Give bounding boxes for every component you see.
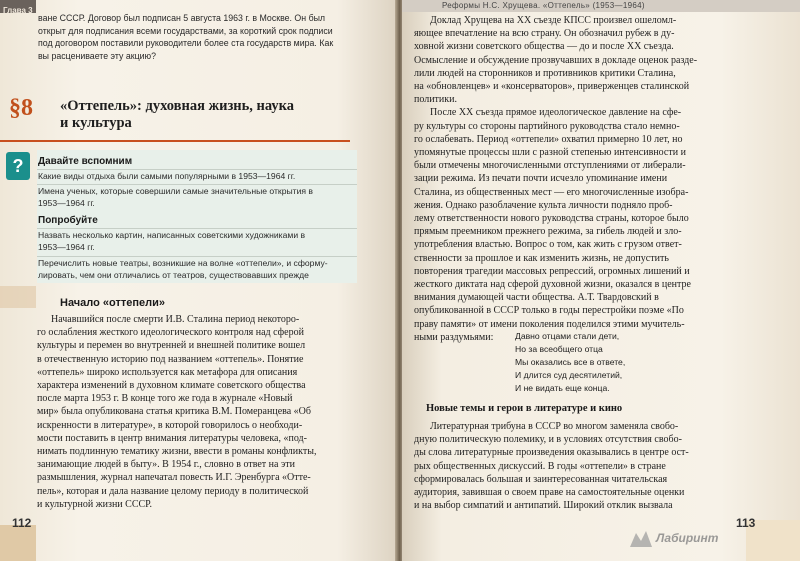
text-line: лему ответственности нового руководства страны, которое было	[414, 213, 689, 225]
text-line: и на выбор симпатий и антипатий. Широкий отклик вызвала	[414, 500, 673, 512]
text-line: политики.	[414, 94, 457, 106]
recall-item: Имена ученых, которые совершили самые значительные открытия в	[38, 186, 313, 196]
text-line: ственности за прошлое и как изменить жизнь, не допустить	[414, 252, 669, 264]
section-title-line: «Оттепель»: духовная жизнь, наука	[60, 98, 295, 114]
poem-quote	[515, 330, 625, 395]
text-line: ру культуры со стороны партийного руководства стало немно-	[414, 120, 680, 132]
text-line: и культурной жизни СССР.	[37, 498, 152, 510]
text-line: вы расцениваете эту акцию?	[38, 50, 157, 61]
text-line: нимать подлинную тематику жизни, ввести в романы конфликты,	[37, 446, 317, 458]
text-line: праву памяти» от имени поколения поделился этими мучитель-	[414, 318, 685, 330]
text-line: внимания думающей части общества. А.Т. Твардовский в	[414, 292, 659, 304]
page-number: 113	[736, 516, 756, 530]
section-title-line: и культура	[60, 115, 132, 131]
text-line: Начавшийся после смерти И.В. Сталина период некоторо-	[51, 314, 300, 325]
watermark: Лабиринт	[656, 531, 719, 545]
text-line: Литературная трибуна в СССР во многом заменяла свобо-	[430, 421, 679, 432]
text-line: мости поставить в центр внимания литературы человека, «под-	[37, 432, 307, 444]
text-line: искренности в литературе», в которой говорилось о необходи-	[37, 419, 303, 431]
divider	[37, 256, 357, 257]
text-line: жения. Однако разоблачение культа личности подняло проб-	[414, 199, 673, 211]
divider	[37, 184, 357, 185]
text-line: Доклад Хрущева на XX съезде КПСС произвел ошеломл-	[430, 15, 677, 26]
text-line: культуры и перемен во внутренней и внешней политике вошел	[37, 340, 306, 352]
text-line: на «обновленцев» и «консерваторов», приверженцев сталинской	[414, 81, 690, 93]
page-corner-tab	[0, 525, 36, 561]
text-line: жесткого диктата над сферой духовной жизни, оказался в центре	[414, 279, 691, 291]
text-line: лили людей на сторонников и противников критики Сталина,	[414, 67, 676, 79]
try-heading: Попробуйте	[38, 215, 98, 226]
recall-item: 1953—1964 гг.	[38, 198, 95, 208]
try-item: лировать, чем они отличались от театров, существовавших прежде	[38, 270, 309, 280]
right-page	[402, 0, 800, 561]
text-line: открыт для подписания всеми государствами, за короткий срок подписи	[38, 25, 333, 36]
poem-line: Но за всеобщего отца	[515, 344, 603, 354]
text-line: го ослабевать. Период «оттепели» охватил примерно 10 лет, но	[414, 133, 683, 145]
text-line: Сталина, из общественных мест — его многочисленные изобра-	[414, 186, 689, 198]
text-line: ными раздумьями:	[414, 331, 494, 343]
text-line: пель», которая и дала название целому периоду в политической	[37, 485, 309, 497]
recall-heading: Давайте вспомним	[38, 156, 133, 167]
body-text	[414, 14, 758, 344]
text-line: опубликованной в СССР только в годы перестройки поэме «По	[414, 305, 684, 317]
text-line: сформировалась большая и заинтересованная читательская	[414, 473, 668, 485]
section-number: §8	[9, 95, 33, 121]
subheading: Новые темы и герои в литературе и кино	[426, 403, 623, 414]
text-line: рых общественных дискуссий. В годы «оттепели» в стране	[414, 460, 666, 472]
text-line: После XX съезда прямое идеологическое давление на сфе-	[430, 107, 682, 119]
chapter-label: Глава 3	[3, 6, 33, 15]
page-number: 112	[12, 516, 32, 530]
section-rule	[0, 140, 350, 142]
text-line: зации режима. Из печати почти исчезло упоминание имени	[414, 173, 668, 185]
poem-line: И длится суд десятилетий,	[515, 370, 623, 380]
try-item: 1953—1964 гг.	[38, 242, 95, 252]
divider	[37, 169, 357, 170]
question-icon: ?	[6, 152, 30, 180]
poem-line: И не видать еще конца.	[515, 383, 610, 393]
divider	[37, 228, 357, 229]
poem-line: Мы оказались все в ответе,	[515, 357, 626, 367]
section-title	[60, 98, 350, 132]
text-line: под договором поставили руководители более ста государств мира. Как	[38, 38, 334, 49]
body-text	[37, 313, 359, 511]
labirint-logo-icon	[628, 529, 654, 549]
top-paragraph	[38, 12, 358, 62]
text-line: прямым преемником прежнего режима, за гибель людей и зло-	[414, 226, 682, 238]
running-header-text: Реформы Н.С. Хрущева. «Оттепель» (1953—1964)	[442, 1, 645, 10]
running-header	[402, 0, 800, 12]
text-line: повторения трагедии массовых репрессий, огромных лишений и	[414, 265, 690, 277]
subheading: Начало «оттепели»	[60, 297, 165, 309]
text-line: были отмечены многочисленными отступлениями от либерали-	[414, 160, 686, 172]
text-line: ховной жизни советского общества — до и после XX съезда.	[414, 41, 674, 53]
chapter-header-tab	[0, 0, 36, 13]
text-line: яющее впечатление на всю страну. Он обозначил рубеж в ду-	[414, 28, 675, 40]
text-line: аудитория, завившая о своем праве на самостоятельные оценки	[414, 487, 685, 499]
poem-line: Давно отцами стали дети,	[515, 331, 620, 341]
text-line: занимающие людей в быту». В 1954 г., словно в ответ на эти	[37, 459, 295, 471]
text-line: характера изменений в духовном климате советского общества	[37, 380, 306, 392]
text-line: употребления властью. Вопрос о том, как жить с грузом ответ-	[414, 239, 682, 251]
text-line: упомянутые процессы шли с разной степенью интенсивности и	[414, 147, 686, 159]
text-line: ды слова литературные произведения оказывались в центре ост-	[414, 447, 689, 459]
text-line: размышления, журнал напечатал повесть И.Г. Эренбурга «Отте-	[37, 472, 311, 484]
try-item: Назвать несколько картин, написанных советскими художниками в	[38, 230, 306, 240]
text-line: Осмысление и обсуждение прозвучавших в докладе оценок разде-	[414, 54, 698, 66]
recall-item: Какие виды отдыха были самыми популярными в 1953—1964 гг.	[38, 171, 296, 181]
text-line: ване СССР. Договор был подписан 5 августа 1963 г. в Москве. Он был	[38, 13, 326, 23]
body-text	[414, 420, 758, 512]
left-page	[0, 0, 397, 561]
text-line: после марта 1953 г. В конце того же года в журнале «Новый	[37, 393, 293, 405]
text-line: в отечественную историю под названием «оттепель». Понятие	[37, 353, 304, 365]
text-line: го ослабления жесткого идеологического контроля над сферой	[37, 327, 304, 339]
text-line: «оттепель» широко используется как метафора для описания	[37, 366, 298, 378]
text-line: дную политическую полемику, и в условиях отсутствия свобо-	[414, 434, 682, 446]
margin-tab	[0, 286, 36, 308]
try-item: Перечислить новые театры, возникшие на волне «оттепели», и сформу-	[38, 258, 328, 268]
text-line: мир» была опубликована статья критика В.М. Померанцева «Об	[37, 406, 311, 418]
